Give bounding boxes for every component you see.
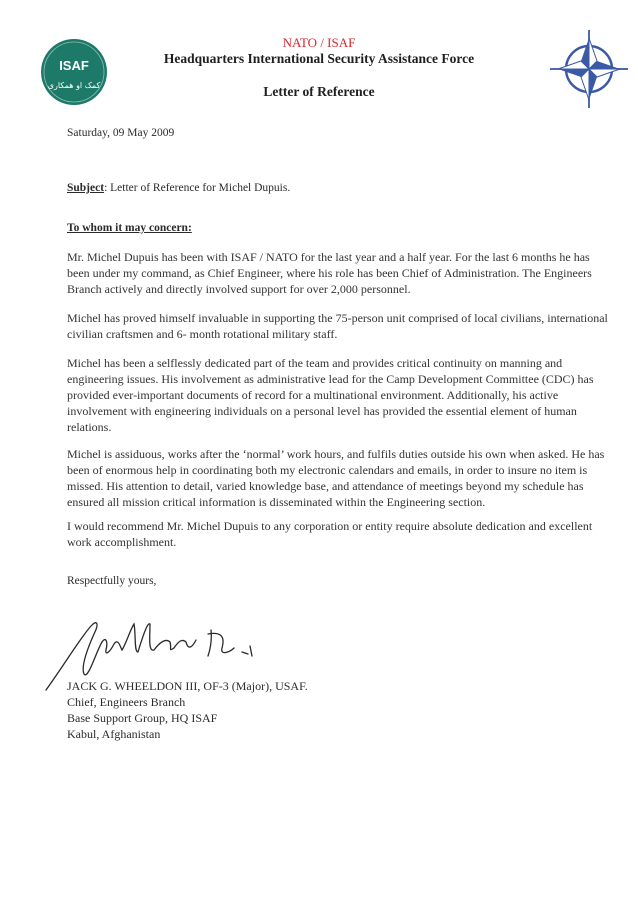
signatory-location: Kabul, Afghanistan: [67, 727, 161, 741]
paragraph-5: I would recommend Mr. Michel Dupuis to any corporation or entity require absolute dedication and excellent work accomplishment.: [67, 519, 593, 549]
subject-label: Subject: [67, 182, 105, 194]
signatory-title: Chief, Engineers Branch: [67, 695, 186, 709]
document-title: Letter of Reference: [263, 84, 375, 99]
paragraph-2: Michel has proved himself invaluable in supporting the 75-person unit comprised of local civilians, international civilian craftsmen and 6- month rotational military staff.: [67, 311, 608, 341]
paragraph-4: Michel is assiduous, works after the ‘normal’ work hours, and fulfils duties outside his own when asked. He has been of enormous help in coordinating both my electronic calendars and emails, in order to insure no item is missed. His attention to detail, varied knowledge base, and attendance of meetings beyond my schedule has ensured all mission critical information is disseminated within the Engineering section.: [67, 447, 605, 509]
org-heading: NATO / ISAF: [282, 35, 356, 50]
letter-date: Saturday, 09 May 2009: [67, 127, 175, 139]
signature-block: [67, 678, 308, 742]
signatory-name: JACK G. WHEELDON III, OF-3 (Major), USAF.: [67, 679, 308, 693]
closing: Respectfully yours,: [67, 575, 157, 587]
subject-line: [67, 182, 290, 194]
subject-text: Letter of Reference for Michel Dupuis.: [110, 182, 291, 194]
subject-colon: :: [104, 182, 108, 194]
isaf-logo-text: ISAF: [59, 58, 89, 73]
signatory-unit: Base Support Group, HQ ISAF: [67, 711, 218, 725]
isaf-logo-arabic: کمک او همکاری: [47, 81, 101, 90]
hq-heading: Headquarters International Security Assistance Force: [163, 51, 475, 66]
greeting: To whom it may concern:: [67, 222, 192, 234]
paragraph-1: Mr. Michel Dupuis has been with ISAF / NATO for the last year and a half year. For the last 6 months he has been under my command, as Chief Engineer, where his role has been Chief of Administration. The Engineers Branch actively and directly involved support for over 2,000 personnel.: [67, 250, 592, 296]
paragraph-3: Michel has been a selflessly dedicated part of the team and provides critical continuity on manning and engineering issues. His involvement as administrative lead for the Camp Development Committee (CDC) has provided ever-important documents of record for a multinational environment. Additionally, his active involvement with engineering individuals on a personal level has provided the essential element of human relations.: [67, 356, 594, 434]
